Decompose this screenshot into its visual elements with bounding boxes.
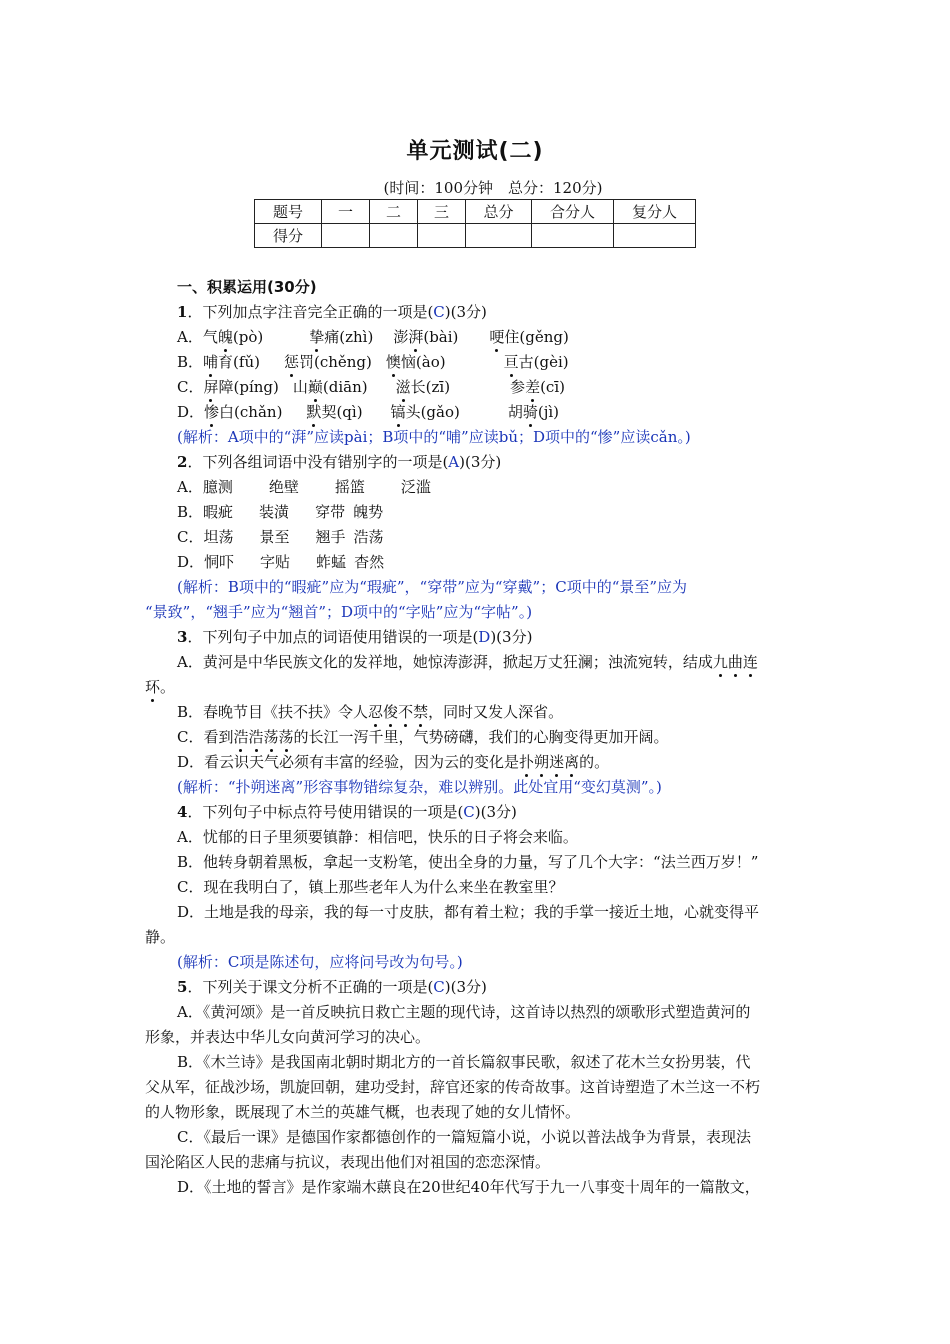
analysis: (解析：A项中的“湃”应读pài；B项中的“哺”应读bǔ；D项中的“惨”应读cǎn。) [177,428,691,446]
option-b: B．哺育(fǔ) 惩罚(chěng) 懊恼(ào) 亘古(gèi) [145,350,812,375]
option-b: B．《木兰诗》是我国南北朝时期北方的一首长篇叙事民歌，叙述了花木兰女扮男装，代 [177,1053,751,1071]
question-4: 4．下列句子中标点符号使用错误的一项是(C)(3分) [177,803,517,821]
score-cell: 题号 [255,200,322,224]
answer: C [433,978,445,996]
answer: C [463,803,475,821]
score-input-cell[interactable] [614,224,696,248]
option-a: A．臆测 绝壁 摇篮 泛滥 [177,478,431,496]
option-c-cont: 国沦陷区人民的悲痛与抗议，表现出他们对祖国的恋恋深情。 [145,1153,551,1171]
exam-meta: (时间：100分钟 总分：120分) [383,179,603,197]
option-d: D．看云识天气必须有丰富的经验，因为云的变化是扑朔迷离的。 [145,750,812,775]
score-cell: 三 [418,200,466,224]
option-c: C．看到浩浩荡荡的长江一泻千里，气势磅礴，我们的心胸变得更加开阔。 [145,725,812,750]
score-cell: 得分 [255,224,322,248]
question-2: 2．下列各组词语中没有错别字的一项是(A)(3分) [177,453,502,471]
option-c: C．屏障(píng) 山巅(diān) 滋长(zī) 参差(cī) [145,375,812,400]
option-d: D．土地是我的母亲，我的每一寸皮肤，都有着土粒；我的手掌一接近土地，心就变得平 [177,903,760,921]
score-table-score-row [255,224,696,248]
score-cell: 一 [322,200,370,224]
score-cell: 二 [370,200,418,224]
option-a: A．气魄(pò) 挚痛(zhì) 澎湃(bài) 哽住(gěng) [145,325,812,350]
exam-content [145,275,812,1200]
option-d: D．惨白(chǎn) 默契(qì) 镐头(gǎo) 胡骑(jì) [145,400,812,425]
score-cell: 合分人 [532,200,614,224]
analysis-cont: “景致”，“翘手”应为“翘首”；D项中的“字贴”应为“字帖”。) [145,603,533,621]
option-a: A．黄河是中华民族文化的发祥地，她惊涛澎湃，掀起万丈狂澜；浊流宛转，结成九曲连 [145,650,812,675]
option-b: B．春晚节目《扶不扶》令人忍俊不禁，同时又发人深省。 [145,700,812,725]
option-b-cont: 的人物形象，既展现了木兰的英雄气概，也表现了她的女儿情怀。 [145,1103,581,1121]
option-a: A．忧郁的日子里须要镇静：相信吧，快乐的日子将会来临。 [177,828,578,846]
analysis: (解析：“扑朔迷离”形容事物错综复杂，难以辨别。此处宜用“变幻莫测”。) [177,778,662,796]
option-c: C．《最后一课》是德国作家都德创作的一篇短篇小说，小说以普法战争为背景，表现法 [177,1128,751,1146]
score-cell: 总分 [466,200,532,224]
option-c: C．现在我明白了，镇上那些老年人为什么来坐在教室里？ [177,878,564,896]
option-b: B．暇疵 装潢 穿带 魄势 [177,503,384,521]
score-input-cell[interactable] [532,224,614,248]
score-input-cell[interactable] [418,224,466,248]
page-title: 单元测试(二) [406,139,544,164]
option-d: D．恫吓 字贴 蚱蜢 杳然 [177,553,385,571]
question-5: 5．下列关于课文分析不正确的一项是(C)(3分) [177,978,487,996]
score-table [254,199,696,248]
score-input-cell[interactable] [370,224,418,248]
option-d: D．《土地的誓言》是作家端木蕻良在20世纪40年代写于九一八事变十周年的一篇散文， [177,1178,760,1196]
question-1: 1．下列加点字注音完全正确的一项是(C)(3分) [177,303,487,321]
dotted-word: 九曲连 [713,653,758,671]
score-input-cell[interactable] [466,224,532,248]
option-c: C．坦荡 景至 翘手 浩荡 [177,528,384,546]
section-heading: 一、积累运用(30分) [177,278,317,296]
question-3: 3．下列句子中加点的词语使用错误的一项是(D)(3分) [177,628,533,646]
option-a-cont: 形象，并表达中华儿女向黄河学习的决心。 [145,1028,431,1046]
analysis: (解析：B项中的“暇疵”应为“瑕疵”，“穿带”应为“穿戴”；C项中的“景至”应为 [177,578,688,596]
answer: C [433,303,445,321]
analysis: (解析：C项是陈述句，应将问号改为句号。) [177,953,463,971]
score-table-header-row [255,200,696,224]
answer: D [478,628,491,646]
score-input-cell[interactable] [322,224,370,248]
option-a: A．《黄河颂》是一首反映抗日救亡主题的现代诗，这首诗以热烈的颂歌形式塑造黄河的 [177,1003,751,1021]
option-b-cont: 父从军，征战沙场，凯旋回朝，建功受封，辞官还家的传奇故事。这首诗塑造了木兰这一不朽 [145,1078,761,1096]
answer: A [448,453,460,471]
option-b: B．他转身朝着黑板，拿起一支粉笔，使出全身的力量，写了几个大字：“法兰西万岁！” [177,853,759,871]
option-a-cont: 环。 [145,675,812,700]
score-cell: 复分人 [614,200,696,224]
option-d-cont: 静。 [145,928,176,946]
